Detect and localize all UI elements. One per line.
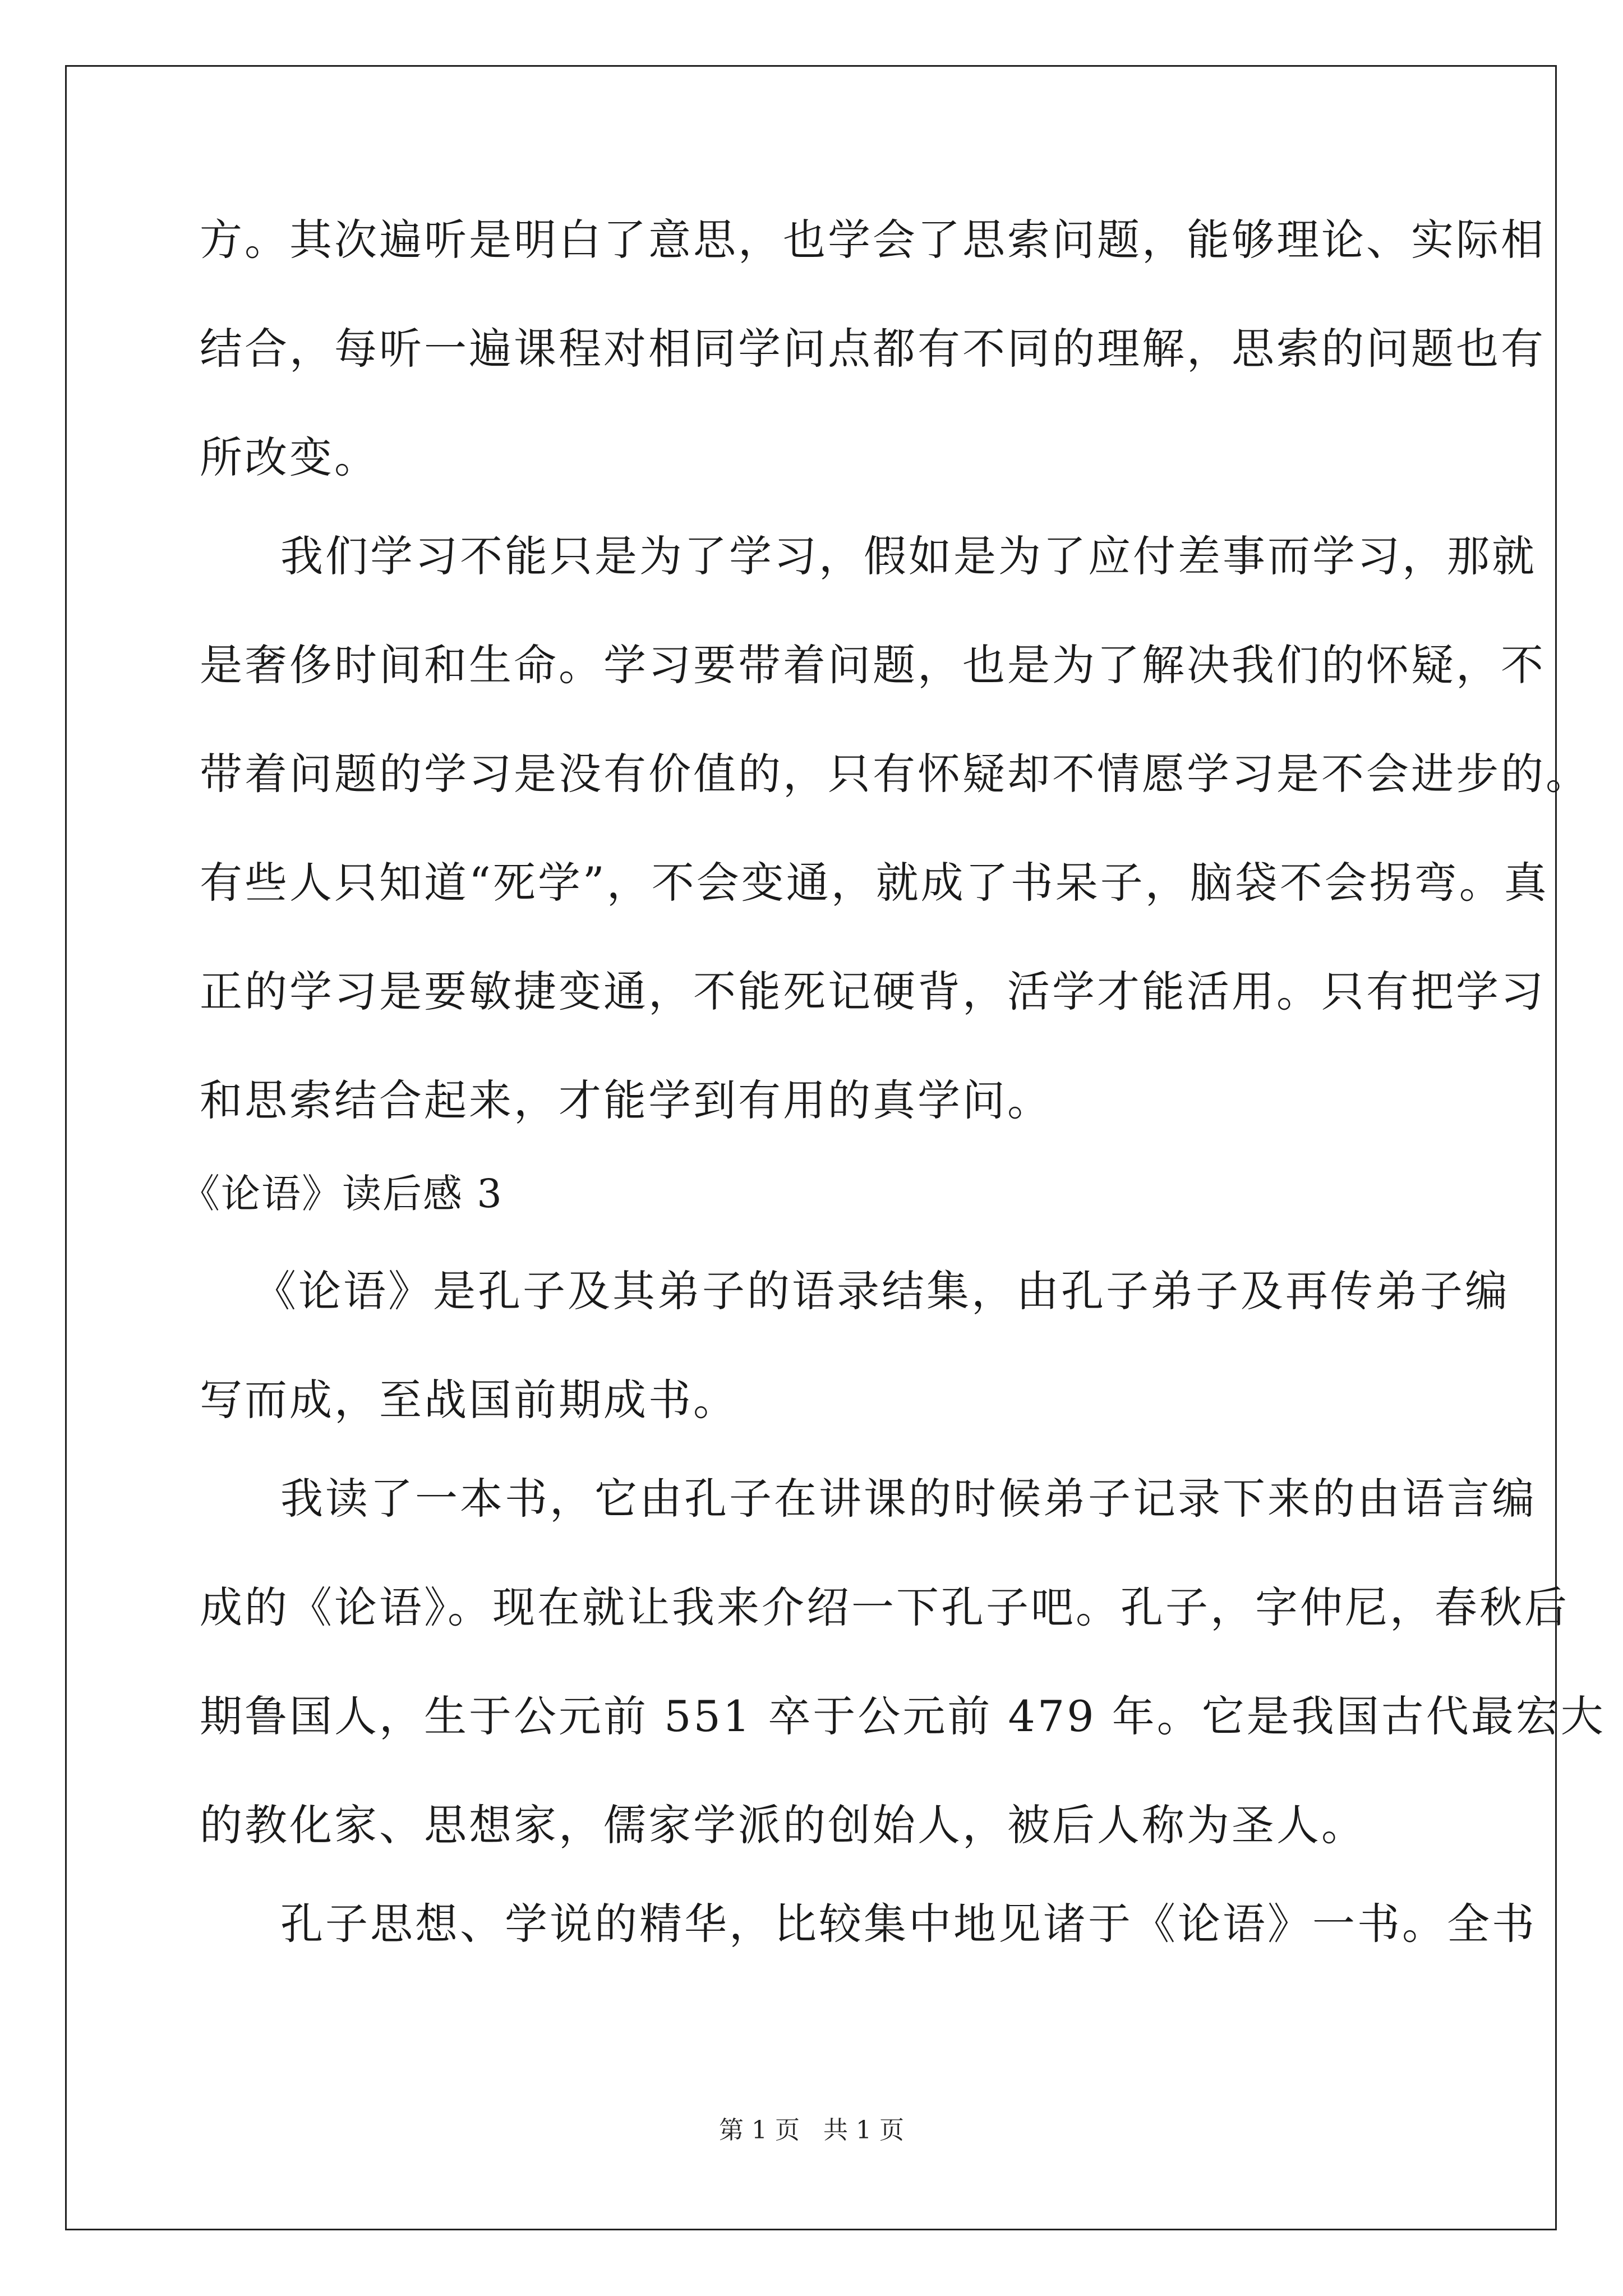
text-line: 有些人只知道“死学”，不会变通，就成了书呆子，脑袋不会拐弯。真 [200, 858, 1549, 908]
text-line: 期鲁国人，生于公元前 551 卒于公元前 479 年。它是我国古代最宏大 [200, 1691, 1606, 1741]
page-footer [0, 2114, 1623, 2147]
page-total: 共 1 页 [823, 2116, 904, 2145]
text-line: 是奢侈时间和生命。学习要带着问题，也是为了解决我们的怀疑，不 [200, 640, 1546, 690]
text-line: 写而成，至战国前期成书。 [200, 1375, 738, 1425]
text-line: 方。其次遍听是明白了意思，也学会了思索问题，能够理论、实际相 [200, 215, 1546, 265]
text-line: 和思索结合起来，才能学到有用的真学问。 [200, 1075, 1052, 1125]
text-line: 所改变。 [200, 432, 379, 482]
text-line: 结合，每听一遍课程对相同学问点都有不同的理解，思索的问题也有 [200, 324, 1546, 374]
paragraph-start-line: 孔子思想、学说的精华，比较集中地见诸于《论语》一书。全书 [280, 1899, 1537, 1949]
paragraph-start-line: 我们学习不能只是为了学习，假如是为了应付差事而学习，那就 [280, 531, 1537, 581]
text-line: 带着问题的学习是没有价值的，只有怀疑却不情愿学习是不会进步的。 [200, 749, 1590, 799]
section-heading: 《论语》读后感 3 [181, 1171, 503, 1217]
text-line: 正的学习是要敏捷变通，不能死记硬背，活学才能活用。只有把学习 [200, 967, 1546, 1016]
paragraph-start-line: 《论语》是孔子及其弟子的语录结集，由孔子弟子及再传弟子编 [253, 1266, 1510, 1316]
text-line: 成的《论语》。现在就让我来介绍一下孔子吧。孔子，字仲尼，春秋后 [200, 1582, 1569, 1632]
text-line: 的教化家、思想家，儒家学派的创始人，被后人称为圣人。 [200, 1800, 1366, 1850]
paragraph-start-line: 我读了一本书，它由孔子在讲课的时候弟子记录下来的由语言编 [280, 1474, 1537, 1524]
page-number: 第 1 页 [719, 2116, 800, 2145]
